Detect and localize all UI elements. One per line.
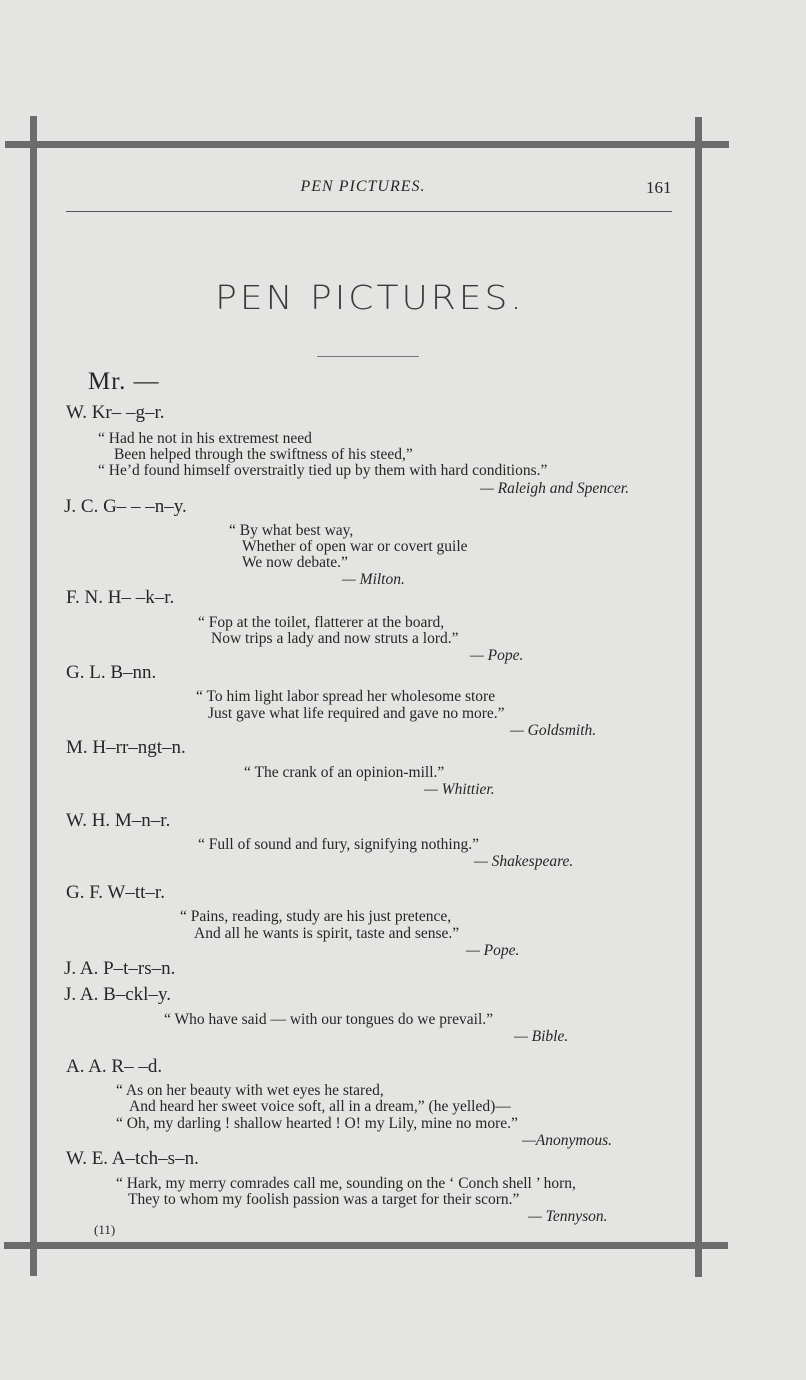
- title-rule: [317, 356, 419, 357]
- entry-name: J. C. G– – –n–y.: [64, 496, 187, 517]
- page-number: 161: [646, 178, 672, 197]
- entry-name: J. A. P–t–rs–n.: [64, 958, 176, 979]
- attribution: — Goldsmith.: [510, 722, 597, 739]
- entry-name: W. Kr– –g–r.: [66, 402, 165, 423]
- entry-name: M. H–rr–ngt–n.: [66, 737, 186, 758]
- header-rule: [66, 211, 672, 212]
- quote-line: “ Hark, my merry comrades call me, sounding on the ‘ Conch shell ’ horn,: [116, 1175, 576, 1192]
- quote-line: Been helped through the swiftness of his steed,”: [114, 446, 413, 463]
- signature-mark: (11): [94, 1222, 116, 1237]
- quote-line: Now trips a lady and now struts a lord.”: [211, 630, 459, 647]
- entry-name: F. N. H– –k–r.: [66, 587, 175, 608]
- salutation: Mr. —: [88, 368, 160, 395]
- page-title: PEN PICTURES.: [215, 279, 525, 318]
- quote-line: “ Who have said — with our tongues do we prevail.”: [164, 1011, 494, 1028]
- quote-line: “ Fop at the toilet, flatterer at the board,: [198, 614, 445, 631]
- quote-line: Whether of open war or covert guile: [242, 538, 468, 555]
- entry-name: G. L. B–nn.: [66, 662, 157, 683]
- quote-line: “ The crank of an opinion-mill.”: [244, 764, 445, 781]
- attribution: — Raleigh and Spencer.: [480, 480, 629, 497]
- quote-line: “ To him light labor spread her wholesome store: [196, 688, 496, 705]
- quote-line: “ He’d found himself overstraitly tied up by them with hard conditions.”: [98, 462, 548, 479]
- attribution: — Whittier.: [424, 781, 495, 798]
- quote-line: We now debate.”: [242, 554, 348, 571]
- attribution: — Pope.: [466, 942, 520, 959]
- quote-line: They to whom my foolish passion was a target for their scorn.”: [128, 1191, 520, 1208]
- attribution: — Shakespeare.: [474, 853, 574, 870]
- entry-name: W. E. A–tch–s–n.: [66, 1148, 199, 1169]
- running-title: PEN PICTURES.: [300, 178, 426, 195]
- quote-line: And heard her sweet voice soft, all in a dream,” (he yelled)—: [129, 1098, 511, 1115]
- entry-name: J. A. B–ckl–y.: [64, 984, 171, 1005]
- quote-line: And all he wants is spirit, taste and sense.”: [194, 925, 460, 942]
- quote-line: “ Full of sound and fury, signifying nothing.”: [198, 836, 479, 853]
- attribution: — Tennyson.: [528, 1208, 608, 1225]
- attribution: — Bible.: [514, 1028, 569, 1045]
- attribution: — Milton.: [342, 571, 405, 588]
- quote-line: “ Had he not in his extremest need: [98, 430, 312, 447]
- attribution: — Pope.: [470, 647, 524, 664]
- quote-line: Just gave what life required and gave no more.”: [208, 705, 505, 722]
- border-top: [5, 141, 729, 148]
- entry-name: A. A. R– –d.: [66, 1056, 163, 1077]
- border-bottom: [4, 1242, 728, 1249]
- entry-name: G. F. W–tt–r.: [66, 882, 165, 903]
- quote-line: “ By what best way,: [229, 522, 354, 539]
- attribution: —Anonymous.: [522, 1132, 612, 1149]
- quote-line: “ Pains, reading, study are his just pretence,: [180, 908, 452, 925]
- entry-name: W. H. M–n–r.: [66, 810, 171, 831]
- quote-line: “ As on her beauty with wet eyes he stared,: [116, 1082, 384, 1099]
- quote-line: “ Oh, my darling ! shallow hearted ! O! my Lily, mine no more.”: [116, 1115, 518, 1132]
